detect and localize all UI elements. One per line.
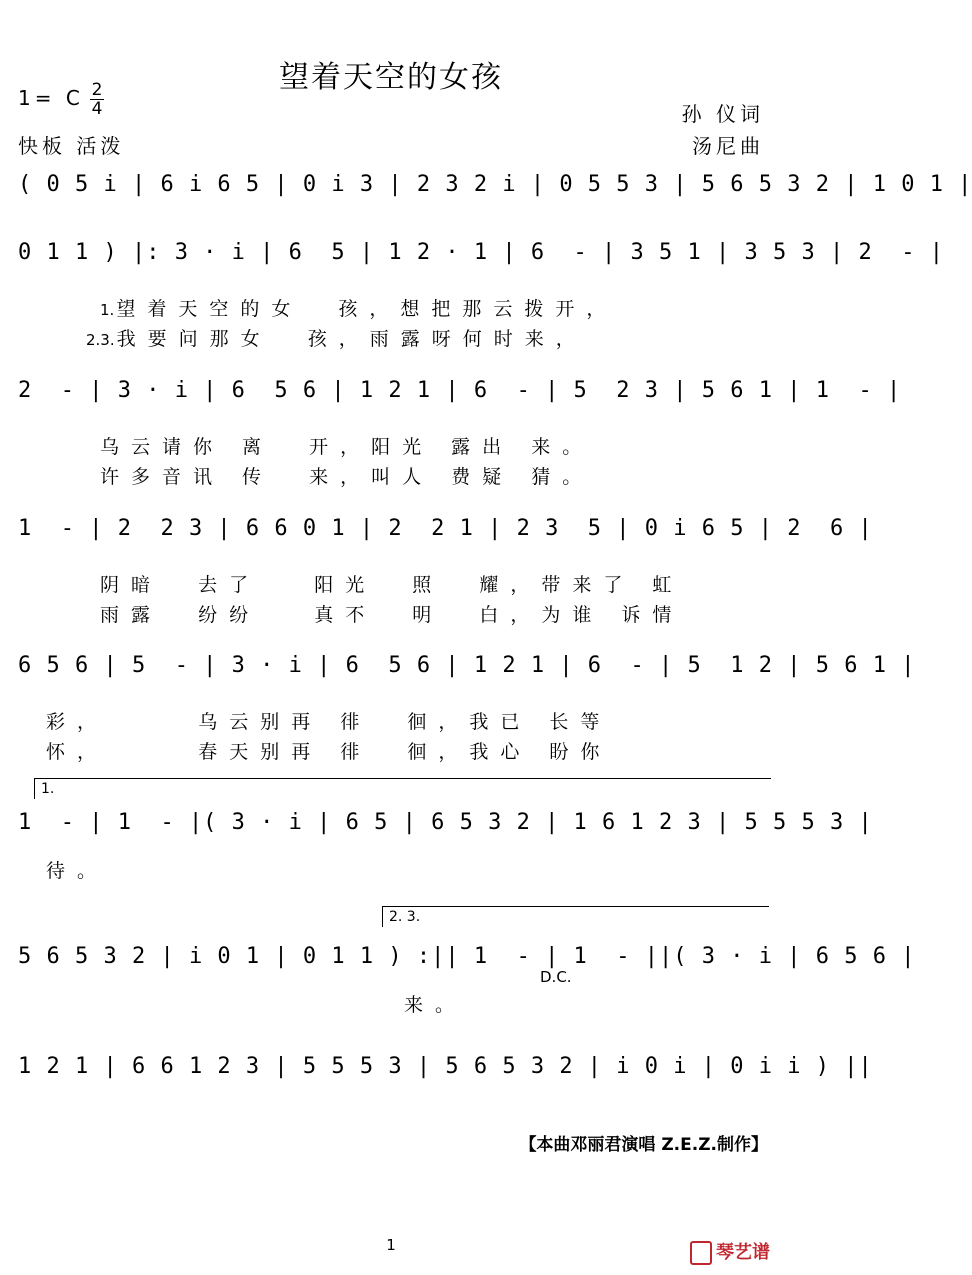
lyric-verse23-row3: 许多音讯 传 来，叫人 费疑 猜。 — [100, 466, 594, 488]
page-number: 1 — [386, 1236, 396, 1254]
notation-line-7: 5 6 5 3 2 | i 0 1 | 0 1 1 ) :|| 1 - | 1 - ||( 3 · i | 6 5 6 | — [18, 944, 916, 969]
lyric-row7: 来。 — [404, 994, 467, 1016]
notation-line-5: 6 5 6 | 5 - | 3 · i | 6 5 6 | 1 2 1 | 6 - | 5 1 2 | 5 6 1 | — [18, 653, 916, 678]
verse23-label: 2.3. — [86, 331, 115, 349]
notation-line-3: 2 - | 3 · i | 6 5 6 | 1 2 1 | 6 - | 5 2 3 | 5 6 1 | 1 - | — [18, 378, 902, 403]
lyric-verse1-row5: 彩， 乌云别再 徘 徊，我已 长等 — [46, 711, 612, 733]
logo-text: 琴艺谱 — [716, 1242, 770, 1263]
notation-line-2: 0 1 1 ) |: 3 · i | 6 5 | 1 2 · 1 | 6 - | 3 5 1 | 3 5 3 | 2 - | — [18, 240, 944, 265]
lyric-row6: 待。 — [46, 860, 109, 882]
verse1-text: 望着天空的女 孩，想把那云拨开， — [116, 298, 618, 320]
lyric-verse23-row4: 雨露 纷纷 真不 明 白，为谁 诉情 — [100, 604, 684, 626]
composer-credit: 汤尼曲 — [692, 134, 764, 158]
time-top: 2 — [91, 80, 103, 100]
song-title: 望着天空的女孩 — [279, 60, 503, 95]
notation-line-8: 1 2 1 | 6 6 1 2 3 | 5 5 5 3 | 5 6 5 3 2 | i 0 i | 0 i i ) || — [18, 1054, 873, 1079]
tempo-marking: 快板 活泼 — [18, 134, 125, 158]
logo-icon — [690, 1241, 712, 1265]
lyric-verse1-row3: 乌云请你 离 开，阳光 露出 来。 — [100, 436, 594, 458]
lyric-verse23-row2 — [86, 324, 752, 351]
arrangement-credit: 【本曲邓丽君演唱 Z.E.Z.制作】 — [519, 1135, 768, 1155]
time-bottom: 4 — [91, 99, 103, 119]
verse23-text: 我要问那女 孩，雨露呀何时来， — [116, 328, 587, 350]
site-logo — [690, 1238, 770, 1265]
volta-second-ending: 2. 3. — [382, 906, 769, 927]
lyric-verse1-row4: 阴暗 去了 阳光 照 耀，带来了 虹 — [100, 574, 684, 596]
lyric-verse23-row5: 怀， 春天别再 徘 徊，我心 盼你 — [46, 741, 612, 763]
lyric-verse1-row2 — [100, 294, 752, 321]
time-signature — [90, 82, 104, 117]
lyricist-credit: 孙 仪词 — [681, 102, 764, 126]
key-signature: 1= C — [18, 86, 84, 110]
verse1-label: 1. — [100, 301, 115, 319]
volta-first-ending: 1. — [34, 778, 771, 799]
notation-line-4: 1 - | 2 2 3 | 6 6 0 1 | 2 2 1 | 2 3 5 | 0 i 6 5 | 2 6 | — [18, 516, 873, 541]
notation-line-6: 1 - | 1 - |( 3 · i | 6 5 | 6 5 3 2 | 1 6 1 2 3 | 5 5 5 3 | — [18, 810, 873, 835]
da-capo-mark: D.C. — [540, 968, 572, 986]
notation-line-1: ( 0 5 i | 6 i 6 5 | 0 i 3 | 2 3 2 i | 0 5 5 3 | 5 6 5 3 2 | 1 0 1 | — [18, 172, 972, 197]
